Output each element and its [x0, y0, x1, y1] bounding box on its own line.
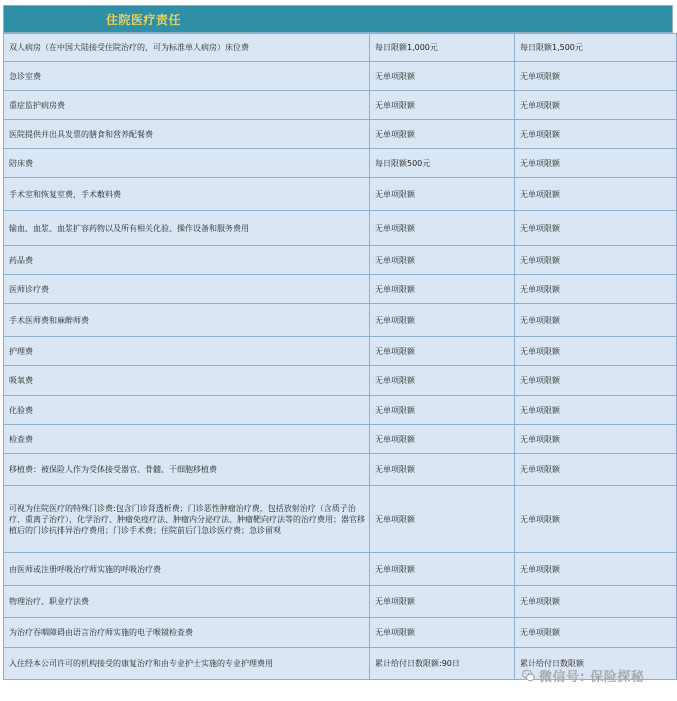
- plan-b-cell: 无单项限额: [515, 275, 677, 304]
- table-row: [4, 337, 677, 366]
- plan-a-cell: 无单项限额: [370, 91, 515, 120]
- item-cell: 护理费: [4, 337, 370, 366]
- table-row: [4, 211, 677, 246]
- watermark: [522, 665, 644, 685]
- plan-b-cell: 无单项限额: [515, 486, 677, 553]
- plan-a-cell: 无单项限额: [370, 62, 515, 91]
- plan-a-cell: 无单项限额: [370, 454, 515, 486]
- plan-a-cell: 无单项限额: [370, 178, 515, 211]
- item-cell: 输血、血浆、血浆扩容药物以及所有相关化验、操作设备和服务费用: [4, 211, 370, 246]
- item-cell: 入住经本公司许可的机构接受的康复治疗和由专业护士实施的专业护理费用: [4, 648, 370, 680]
- table-title: 住院医疗责任: [106, 13, 182, 27]
- item-cell: 重症监护病房费: [4, 91, 370, 120]
- item-cell: 急诊室费: [4, 62, 370, 91]
- plan-a-cell: 每日限额500元: [370, 149, 515, 178]
- table-row: [4, 486, 677, 553]
- table-row: [4, 454, 677, 486]
- table-row: [4, 120, 677, 149]
- plan-a-cell: 无单项限额: [370, 275, 515, 304]
- plan-b-cell: 无单项限额: [515, 618, 677, 648]
- plan-b-cell: 每日限额1,500元: [515, 34, 677, 62]
- item-cell: 吸氧费: [4, 366, 370, 396]
- item-cell: 物理治疗、职业疗法费: [4, 586, 370, 618]
- plan-a-cell: 无单项限额: [370, 425, 515, 454]
- benefit-table: [3, 33, 677, 680]
- plan-a-cell: 无单项限额: [370, 486, 515, 553]
- table-row: [4, 178, 677, 211]
- item-cell: 为治疗吞咽障碍由语言治疗师实施的电子喉镜检查费: [4, 618, 370, 648]
- plan-b-cell: 无单项限额: [515, 120, 677, 149]
- wechat-icon: [522, 669, 535, 682]
- plan-b-cell: 无单项限额: [515, 178, 677, 211]
- plan-b-cell: 无单项限额: [515, 304, 677, 337]
- item-cell: 药品费: [4, 246, 370, 275]
- plan-a-cell: 每日限额1,000元: [370, 34, 515, 62]
- item-cell: 可视为住院医疗的特殊门诊费:包含门诊肾透析费；门诊恶性肿瘤治疗费，包括放射治疗（含质子治疗、重离子治疗），化学治疗、肿瘤免疫疗法、肿瘤内分泌疗法、肿瘤靶向疗法等的治疗费用；器官移植后的门诊抗排异治疗费用；门诊手术费；住院前后门急诊医疗费；急诊留观: [4, 486, 370, 553]
- plan-a-cell: 无单项限额: [370, 366, 515, 396]
- table-row: [4, 34, 677, 62]
- plan-b-cell: 累计给付日数限额: [515, 648, 677, 680]
- table-row: [4, 553, 677, 586]
- table-row: [4, 275, 677, 304]
- table-row: [4, 586, 677, 618]
- item-cell: 检查费: [4, 425, 370, 454]
- plan-a-cell: 无单项限额: [370, 618, 515, 648]
- watermark-text: 微信号: 保险探秘: [539, 669, 645, 685]
- table-row: [4, 149, 677, 178]
- item-cell: 由医师或注册呼吸治疗师实施的呼吸治疗费: [4, 553, 370, 586]
- table-row: [4, 62, 677, 91]
- plan-b-cell: 无单项限额: [515, 425, 677, 454]
- item-cell: 双人病房（在中国大陆接受住院治疗的，可为标准单人病房）床位费: [4, 34, 370, 62]
- item-cell: 移植费：被保险人作为受体接受器官、骨髓、干细胞移植费: [4, 454, 370, 486]
- plan-a-cell: 无单项限额: [370, 586, 515, 618]
- item-cell: 医院提供并出具发票的膳食和营养配餐费: [4, 120, 370, 149]
- plan-b-cell: 无单项限额: [515, 149, 677, 178]
- plan-a-cell: 无单项限额: [370, 337, 515, 366]
- plan-b-cell: 无单项限额: [515, 246, 677, 275]
- plan-a-cell: 无单项限额: [370, 553, 515, 586]
- plan-b-cell: 无单项限额: [515, 553, 677, 586]
- item-cell: 陪床费: [4, 149, 370, 178]
- plan-a-cell: 无单项限额: [370, 246, 515, 275]
- table-row: [4, 425, 677, 454]
- plan-a-cell: 无单项限额: [370, 120, 515, 149]
- table-header-bar: [3, 5, 673, 33]
- plan-a-cell: 累计给付日数限额:90日: [370, 648, 515, 680]
- table-row: [4, 366, 677, 396]
- table-row: [4, 304, 677, 337]
- table-row: [4, 618, 677, 648]
- plan-a-cell: 无单项限额: [370, 396, 515, 425]
- plan-b-cell: 无单项限额: [515, 366, 677, 396]
- item-cell: 医师诊疗费: [4, 275, 370, 304]
- plan-a-cell: 无单项限额: [370, 211, 515, 246]
- table-row: [4, 396, 677, 425]
- plan-b-cell: 无单项限额: [515, 586, 677, 618]
- plan-b-cell: 无单项限额: [515, 62, 677, 91]
- item-cell: 化验费: [4, 396, 370, 425]
- table-row: [4, 246, 677, 275]
- table-row: [4, 91, 677, 120]
- item-cell: 手术医师费和麻醉师费: [4, 304, 370, 337]
- plan-b-cell: 无单项限额: [515, 211, 677, 246]
- plan-a-cell: 无单项限额: [370, 304, 515, 337]
- item-cell: 手术室和恢复室费，手术敷料费: [4, 178, 370, 211]
- plan-b-cell: 无单项限额: [515, 91, 677, 120]
- plan-b-cell: 无单项限额: [515, 454, 677, 486]
- plan-b-cell: 无单项限额: [515, 337, 677, 366]
- plan-b-cell: 无单项限额: [515, 396, 677, 425]
